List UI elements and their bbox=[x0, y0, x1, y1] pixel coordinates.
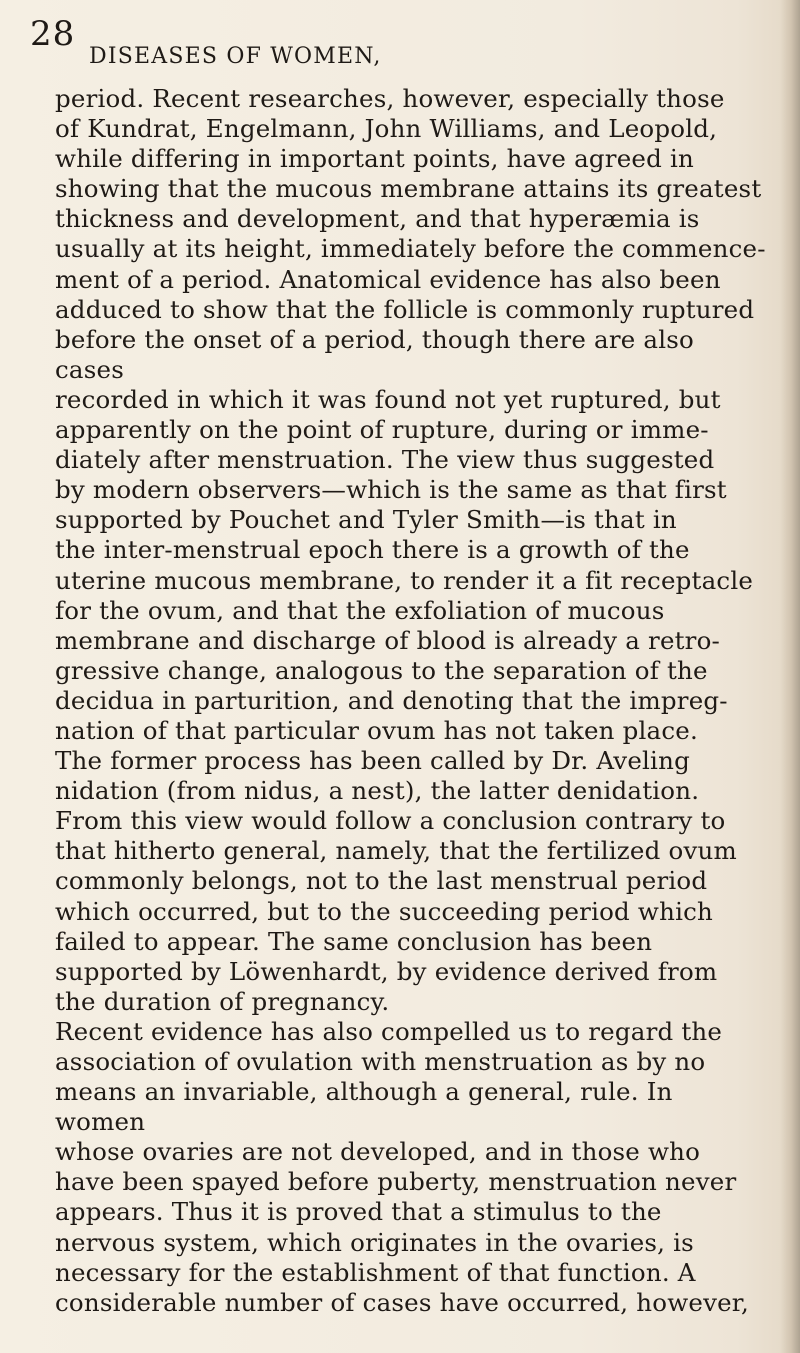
page-number: 28 bbox=[30, 14, 76, 54]
page-header bbox=[30, 14, 760, 69]
paragraph-2: Recent evidence has also compelled us to regard the association of ovulation with menstruation as by no means an invariable, although a general, rule. In women whose ovaries are not developed, and in those who have been spayed before puberty, menstruation never appears. Thus it is proved that a stimulus to the nervous system, which originates in the ovaries, is necessary for the establishment of that function. A considerable number of cases have occurred, however, bbox=[55, 1016, 750, 1317]
body-text bbox=[55, 84, 768, 1318]
page-edge-shadow bbox=[780, 0, 800, 1353]
running-head: DISEASES OF WOMEN, bbox=[89, 44, 382, 69]
paragraph-1: period. Recent researches, however, especially those of Kundrat, Engelmann, John Williams, and Leopold, while differing in important points, have agreed in showing that the mucous membrane attains its greatest thickness and development, and that hyperæmia is usually at its height, immediately before the commence- ment of a period. Anatomical evidence has also been adduced to show that the follicle is commonly ruptured before the onset of a period, though there are also cases recorded in which it was found not yet ruptured, but apparently on the point of rupture, during or imme- diately after menstruation. The view thus suggested by modern observers—which is the same as that first supported by Pouchet and Tyler Smith—is that in the inter-menstrual epoch there is a growth of the uterine mucous membrane, to render it a fit receptacle for the ovum, and that the exfoliation of mucous membrane and discharge of blood is already a retro- gressive change, analogous to the separation of the decidua in parturition, and denoting that the impreg- nation of that particular ovum has not taken place. The former process has been called by Dr. Aveling nidation (from nidus, a nest), the latter denidation. From this view would follow a conclusion contrary to that hitherto general, namely, that the fertilized ovum commonly belongs, not to the last menstrual period which occurred, but to the succeeding period which failed to appear. The same conclusion has been supported by Löwenhardt, by evidence derived from the duration of pregnancy. bbox=[55, 84, 766, 1016]
